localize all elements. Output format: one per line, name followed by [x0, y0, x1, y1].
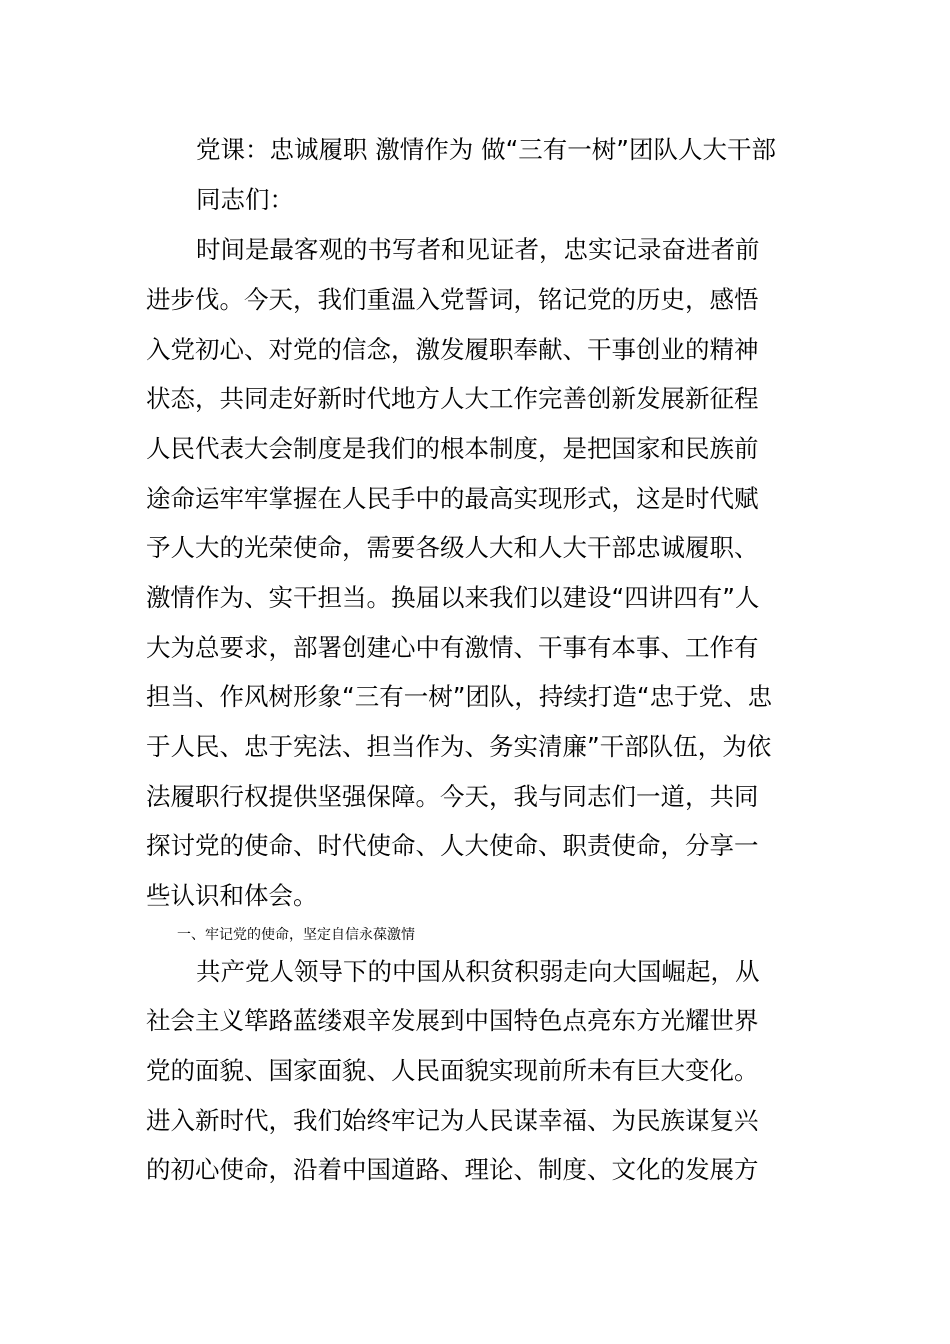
paragraph-line: 入党初心、对党的信念，激发履职奉献、干事创业的精神 [146, 335, 759, 364]
paragraph-line: 进入新时代，我们始终牢记为人民谋幸福、为民族谋复兴 [146, 1106, 759, 1135]
paragraph-line: 大为总要求，部署创建心中有激情、干事有本事、工作有 [146, 633, 759, 662]
paragraph-line: 状态，共同走好新时代地方人大工作完善创新发展新征程 [146, 384, 759, 413]
paragraph-line: 党的面貌、国家面貌、人民面貌实现前所未有巨大变化。 [146, 1056, 759, 1085]
paragraph-line: 进步伐。今天，我们重温入党誓词，铭记党的历史，感悟 [146, 285, 759, 314]
paragraph-line: 时间是最客观的书写者和见证者，忠实记录奋进者前 [196, 235, 760, 264]
section-heading: 一、牢记党的使命，坚定自信永葆激情 [177, 927, 415, 943]
paragraph-line: 共产党人领导下的中国从积贫积弱走向大国崛起，从 [196, 957, 760, 986]
paragraph-line: 激情作为、实干担当。换届以来我们以建设“四讲四有”人 [146, 583, 760, 612]
paragraph-line: 社会主义筚路蓝缕艰辛发展到中国特色点亮东方光耀世界 [146, 1006, 759, 1035]
paragraph-line: 探讨党的使命、时代使命、人大使命、职责使命，分享一 [146, 831, 759, 860]
paragraph-line: 于人民、忠于宪法、担当作为、务实清廉”干部队伍，为依 [146, 732, 772, 761]
paragraph-line: 法履职行权提供坚强保障。今天，我与同志们一道，共同 [146, 782, 759, 811]
salutation: 同志们： [196, 185, 294, 214]
paragraph-line: 途命运牢牢掌握在人民手中的最高实现形式，这是时代赋 [146, 484, 759, 513]
paragraph-line: 人民代表大会制度是我们的根本制度，是把国家和民族前 [146, 434, 759, 463]
paragraph-line: 予人大的光荣使命，需要各级人大和人大干部忠诚履职、 [146, 533, 759, 562]
paragraph-line: 些认识和体会。 [146, 881, 318, 910]
paragraph-line: 的初心使命，沿着中国道路、理论、制度、文化的发展方 [146, 1155, 759, 1184]
document-title: 党课：忠诚履职 激情作为 做“三有一树”团队人大干部 [196, 135, 776, 164]
paragraph-line: 担当、作风树形象“三有一树”团队，持续打造“忠于党、忠 [146, 682, 773, 711]
